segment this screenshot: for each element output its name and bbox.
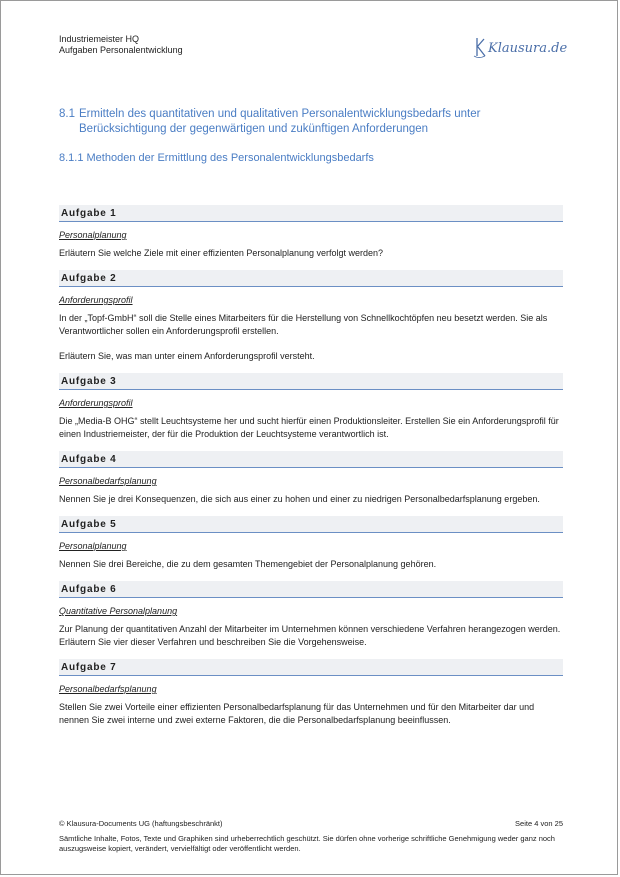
- footer-page-number: Seite 4 von 25: [515, 819, 563, 828]
- task-heading: Aufgabe 4: [59, 451, 563, 468]
- task-topic: Personalplanung: [59, 541, 127, 551]
- task-topic: Anforderungsprofil: [59, 398, 133, 408]
- task-heading: Aufgabe 7: [59, 659, 563, 676]
- section-title-line1: Ermitteln des quantitativen und qualitativen Personalentwicklungsbedarfs unter: [79, 108, 481, 120]
- task-2: [59, 270, 563, 369]
- page-footer: [59, 819, 563, 854]
- page-header: [59, 34, 183, 56]
- task-heading: Aufgabe 5: [59, 516, 563, 533]
- task-3: [59, 373, 563, 447]
- task-text: Nennen Sie drei Bereiche, die zu dem gesamten Themengebiet der Personalplanung gehören.: [59, 559, 437, 569]
- task-text: In der „Topf-GmbH“ soll die Stelle eines Mitarbeiters für die Herstellung von Schnellkochtöpfen neu besetzt werden. Sie als Verantwortlicher sollen ein Anforderungsprofil erstellen.: [59, 313, 548, 336]
- task-heading: Aufgabe 3: [59, 373, 563, 390]
- task-list: [59, 201, 563, 727]
- task-topic: Personalbedarfsplanung: [59, 684, 157, 694]
- task-7: [59, 659, 563, 727]
- klausura-logo: [473, 34, 577, 60]
- header-course-title: Industriemeister HQ: [59, 34, 140, 44]
- task-topic: Quantitative Personalplanung: [59, 606, 178, 616]
- task-topic: Personalbedarfsplanung: [59, 476, 157, 486]
- task-text-followup: Erläutern Sie, was man unter einem Anforderungsprofil versteht.: [59, 351, 315, 361]
- task-text: Die „Media-B OHG“ stellt Leuchtsysteme her und sucht hierfür einen Produktionsleiter. Erstellen Sie ein Anforderungsprofil für einen Industriemeister, der für die Produktion der Leuchtsysteme verantwortlich ist.: [59, 416, 559, 439]
- task-heading: Aufgabe 6: [59, 581, 563, 598]
- footer-legal-note: Sämtliche Inhalte, Fotos, Texte und Graphiken sind urheberrechtlich geschützt. Sie dürfen ohne vorherige schriftliche Genehmigung weder ganz noch auszugsweise kopiert, verändert, vervielfältigt oder veröffentlicht werden.: [59, 834, 555, 853]
- task-text: Stellen Sie zwei Vorteile einer effizienten Personalbedarfsplanung für das Unternehmen und für den Mitarbeiter dar und nennen Sie zwei interne und zwei externe Faktoren, die die Personalbedarfsplanung beeinflussen.: [59, 702, 535, 725]
- section-title-line2: Berücksichtigung der gegenwärtigen und zukünftigen Anforderungen: [79, 123, 429, 135]
- task-5: [59, 516, 563, 577]
- task-6: [59, 581, 563, 655]
- logo-text: Klausura.de: [488, 41, 568, 56]
- task-topic: Anforderungsprofil: [59, 295, 133, 305]
- task-4: [59, 451, 563, 512]
- section-number: 8.1: [59, 108, 75, 120]
- task-heading: Aufgabe 2: [59, 270, 563, 287]
- task-topic: Personalplanung: [59, 230, 127, 240]
- section-heading: [59, 107, 539, 137]
- subsection-heading: 8.1.1 Methoden der Ermittlung des Personalentwicklungsbedarfs: [59, 152, 374, 164]
- footer-copyright: © Klausura-Documents UG (haftungsbeschränkt): [59, 819, 223, 828]
- header-subject-title: Aufgaben Personalentwicklung: [59, 45, 183, 55]
- logo-mark: [473, 34, 577, 60]
- task-1: [59, 205, 563, 266]
- task-text: Erläutern Sie welche Ziele mit einer effizienten Personalplanung verfolgt werden?: [59, 248, 384, 258]
- task-text: Zur Planung der quantitativen Anzahl der Mitarbeiter im Unternehmen können verschiedene Verfahren herangezogen werden. Erläutern Sie vier dieser Verfahren und beschreiben Sie die Vorgehensweise.: [59, 624, 561, 647]
- task-text: Nennen Sie je drei Konsequenzen, die sich aus einer zu hohen und einer zu niedrigen Personalbedarfsplanung ergeben.: [59, 494, 540, 504]
- task-heading: Aufgabe 1: [59, 205, 563, 222]
